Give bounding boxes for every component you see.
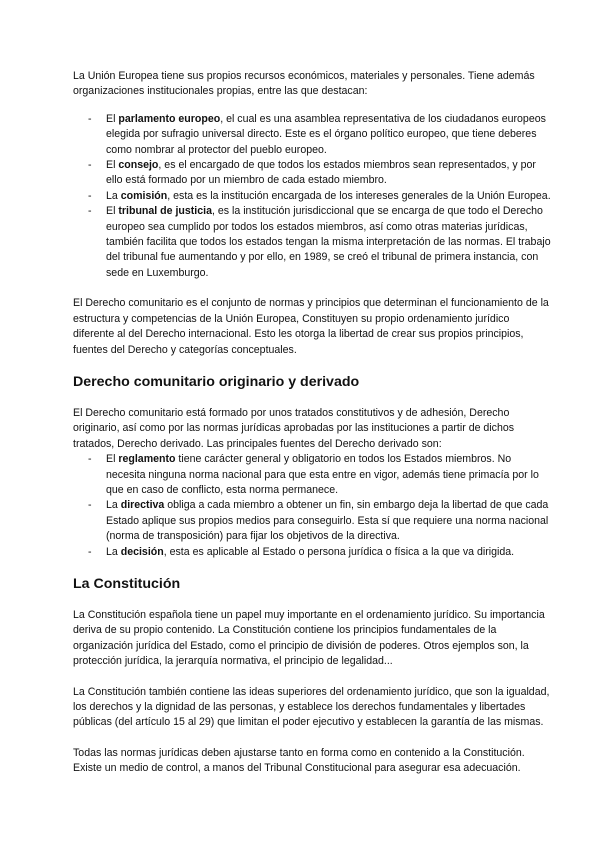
term-decision: decisión: [120, 545, 164, 558]
bullet-dash: -: [88, 112, 92, 125]
constitucion-paragraph-2: La Constitución también contiene las ideas superiores del ordenamiento jurídico, que son la igualdad, los derechos y la dignidad de las personas, y establece los derechos fundamentales y libertades públicas (del artículo 15 al 29) que limitan el poder ejecutivo y establecen la garantía de las mismas.: [73, 685, 550, 729]
term-parlamento-europeo: parlamento europeo: [118, 112, 221, 125]
term-tribunal-de-justicia: tribunal de justicia: [118, 205, 212, 218]
bullet-dash: -: [88, 545, 92, 558]
institutions-list: [73, 112, 551, 281]
term-consejo: consejo: [118, 159, 159, 172]
list-item: - La decisión, esta es aplicable al Estado o persona jurídica o física a la que va dirigida.: [73, 545, 551, 560]
intro-paragraph: La Unión Europea tiene sus propios recursos económicos, materiales y personales. Tiene además organizaciones institucionales propias, entre las que destacan:: [73, 70, 535, 98]
constitucion-paragraph-1: La Constitución española tiene un papel muy importante en el ordenamiento jurídico. Su importancia deriva de su propio contenido. La Constitución contiene los principios fundamentales de la organización jurídica del Estado, como el principio de división de poderes. Otros ejemplos son, la protección jurídica, la jerarquía normativa, el principio de legalidad...: [73, 608, 545, 668]
bullet-dash: -: [88, 453, 92, 466]
bullet-dash: -: [88, 189, 92, 202]
list-item: - El reglamento tiene carácter general y obligatorio en todos los Estados miembros. No necesita ninguna norma nacional para que esta entre en vigor, además tiene primacía por lo que en caso de conflicto, esta norma permanece.: [88, 453, 539, 496]
section-heading-constitucion: La Constitución: [73, 575, 181, 592]
term-comision: comisión: [120, 189, 168, 202]
derecho-comunitario-paragraph: El Derecho comunitario es el conjunto de normas y principios que determinan el funcionamiento de la estructura y competencias de la Unión Europea, Constituyen su propio ordenamiento jurídico diferente al del Derecho internacional. Esto les otorga la libertad de crear sus propios principios, fuentes del Derecho y categorías conceptuales.: [73, 297, 549, 356]
derecho-intro-paragraph: El Derecho comunitario está formado por unos tratados constitutivos y de adhesión, Derecho originario, así como por las normas jurídicas aprobadas por las instituciones a partir de dichos tratados, Derecho derivado. Las principales fuentes del Derecho derivado son:: [73, 406, 515, 450]
list-item: - El parlamento europeo, el cual es una asamblea representativa de los ciudadanos europeos elegida por sufragio universal directo. Este es el órgano político europeo, que tiene deberes como nombrar al protector del pueblo europeo.: [88, 112, 546, 156]
bullet-dash: -: [88, 205, 92, 218]
bullet-dash: -: [88, 159, 92, 172]
list-item: - La comisión, esta es la institución encargada de los intereses generales de la Unión Europea.: [73, 189, 551, 204]
term-directiva: directiva: [120, 499, 165, 512]
list-item: - El tribunal de justicia, es la institución jurisdiccional que se encarga de que todo el Derecho europeo sea cumplido por todos los estados miembros, así como otras materias jurídicas, también facilita que todos los estados tengan la misma interpretación de las normas. El trabajo del tribunal fue aumentando y por ello, en 1989, se creó el tribunal de primera instancia, con sede en Luxemburgo.: [88, 205, 551, 279]
derecho-derivado-list: [73, 452, 551, 560]
term-reglamento: reglamento: [118, 453, 176, 466]
constitucion-paragraph-3: Todas las normas jurídicas deben ajustarse tanto en forma como en contenido a la Constitución. Existe un medio de control, a manos del Tribunal Constitucional para asegurar esa adecuación.: [73, 746, 525, 775]
document-page: [73, 69, 551, 777]
bullet-dash: -: [88, 499, 92, 512]
section-heading-derecho: Derecho comunitario originario y derivado: [73, 373, 360, 390]
list-item: - El consejo, es el encargado de que todos los estados miembros sean representados, y por ello está formado por un miembro de cada estado miembro.: [88, 159, 536, 187]
list-item: - La directiva obliga a cada miembro a obtener un fin, sin embargo deja la libertad de que cada Estado aplique sus propios medios para conseguirlo. Esta sí que requiere una norma nacional (norma de transposición) para fijar los objetivos de la directiva.: [88, 499, 549, 543]
